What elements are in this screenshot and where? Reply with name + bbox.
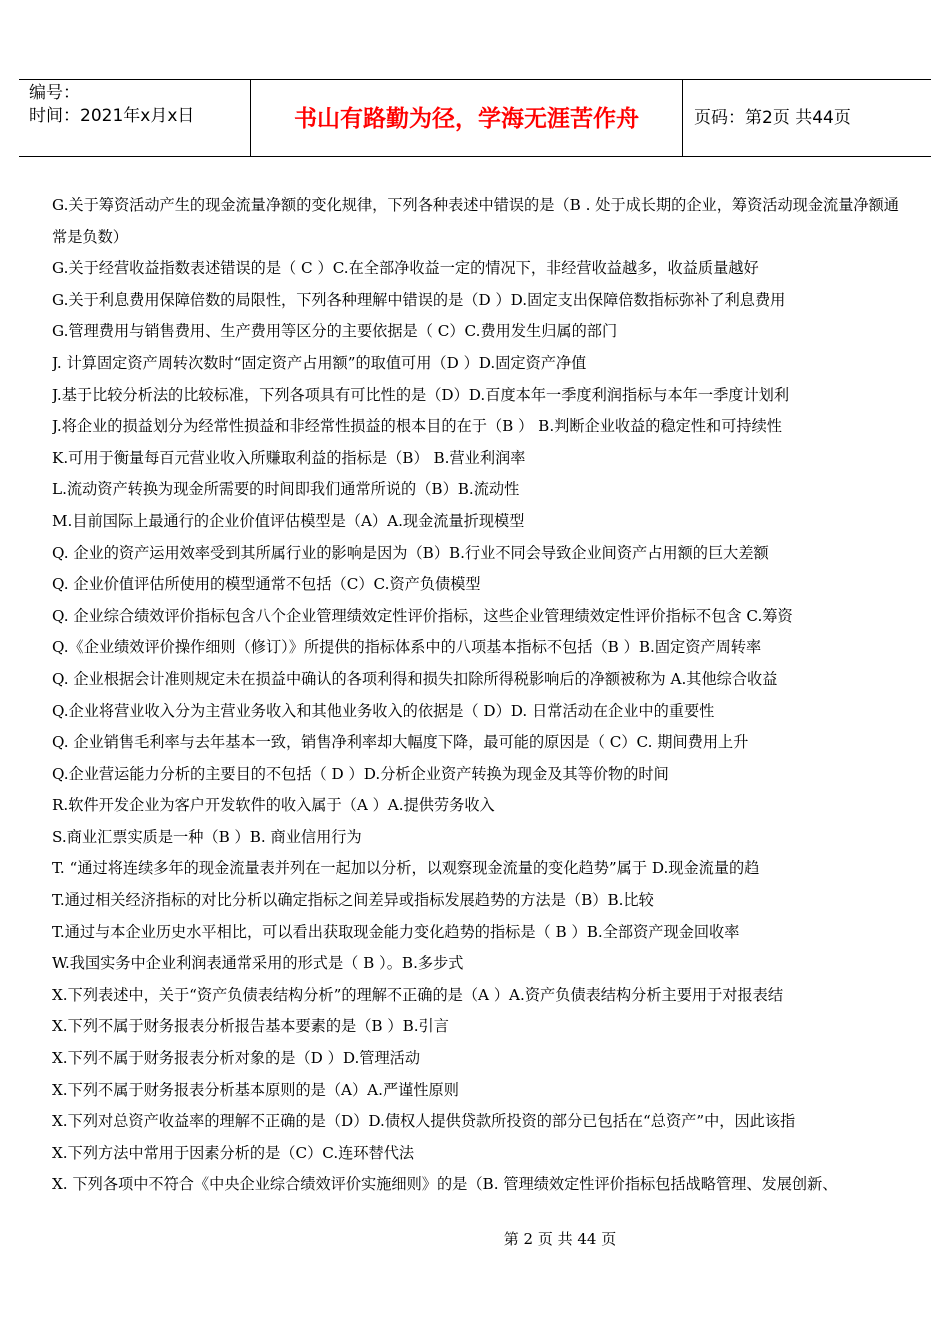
question-line: R.软件开发企业为客户开发软件的收入属于（A ）A.提供劳务收入 bbox=[52, 796, 495, 815]
question-line: X.下列不属于财务报表分析报告基本要素的是（B ）B.引言 bbox=[52, 1017, 449, 1036]
document-time-label: 时间：2021年x月x日 bbox=[29, 106, 195, 126]
question-line: G.关于利息费用保障倍数的局限性，下列各种理解中错误的是（D ）D.固定支出保障倍数指标弥补了利息费用 bbox=[52, 290, 786, 309]
question-line: Q.企业营运能力分析的主要目的不包括（ D ）D.分析企业资产转换为现金及其等价物的时间 bbox=[52, 764, 669, 783]
question-line: X.下列表述中，关于“资产负债表结构分析”的理解不正确的是（A ）A.资产负债表结构分析主要用于对报表结 bbox=[52, 985, 784, 1004]
question-line: Q. 企业价值评估所使用的模型通常不包括（C）C.资产负债模型 bbox=[52, 575, 481, 594]
question-line: T.通过与本企业历史水平相比，可以看出获取现金能力变化趋势的指标是（ B ）B.全部资产现金回收率 bbox=[52, 922, 740, 941]
question-line: G.关于经营收益指数表述错误的是（ C ）C.在全部净收益一定的情况下，非经营收益越多，收益质量越好 bbox=[52, 259, 759, 278]
question-line: X.下列对总资产收益率的理解不正确的是（D）D.债权人提供贷款所投资的部分已包括在“总资产”中，因此该指 bbox=[52, 1112, 796, 1131]
question-line: M.目前国际上最通行的企业价值评估模型是（A）A.现金流量折现模型 bbox=[52, 511, 525, 530]
question-line: G.关于筹资活动产生的现金流量净额的变化规律，下列各种表述中错误的是（B . 处于成长期的企业，筹资活动现金流量净额通常是负数） bbox=[52, 196, 899, 246]
question-line: Q. 企业的资产运用效率受到其所属行业的影响是因为（B）B.行业不同会导致企业间资产占用额的巨大差额 bbox=[52, 543, 769, 562]
question-line: K.可用于衡量每百元营业收入所赚取利益的指标是（B） B.营业利润率 bbox=[52, 448, 526, 467]
question-line: L.流动资产转换为现金所需要的时间即我们通常所说的（B）B.流动性 bbox=[52, 480, 520, 499]
question-line: X. 下列各项中不符合《中央企业综合绩效评价实施细则》的是（B. 管理绩效定性评价指标包括战略管理、发展创新、 bbox=[52, 1175, 838, 1194]
header-meta bbox=[19, 80, 251, 156]
header-page-info: 页码：第2页 共44页 bbox=[694, 108, 851, 128]
question-line: J.基于比较分析法的比较标准，下列各项具有可比性的是（D）D.百度本年一季度利润指标与本年一季度计划利 bbox=[52, 385, 790, 404]
question-line: Q. 企业销售毛利率与去年基本一致，销售净利率却大幅度下降，最可能的原因是（ C）C. 期间费用上升 bbox=[52, 733, 749, 752]
question-line: J.将企业的损益划分为经常性损益和非经常性损益的根本目的在于（B ） B.判断企业收益的稳定性和可持续性 bbox=[52, 417, 782, 436]
document-number-label: 编号： bbox=[29, 83, 80, 103]
document-body bbox=[52, 190, 914, 1201]
question-line: X.下列不属于财务报表分析基本原则的是（A）A.严谨性原则 bbox=[52, 1080, 459, 1099]
question-line: T.通过相关经济指标的对比分析以确定指标之间差异或指标发展趋势的方法是（B）B.比较 bbox=[52, 891, 654, 910]
question-line: Q.企业将营业收入分为主营业务收入和其他业务收入的依据是（ D）D. 日常活动在企业中的重要性 bbox=[52, 701, 715, 720]
question-line: T. “通过将连续多年的现金流量表并列在一起加以分析，以观察现金流量的变化趋势”属于 D.现金流量的趋 bbox=[52, 859, 760, 878]
question-line: W.我国实务中企业利润表通常采用的形式是（ B ）。B.多步式 bbox=[52, 954, 464, 973]
page-footer: 第 2 页 共 44 页 bbox=[503, 1230, 617, 1248]
header-table bbox=[19, 79, 931, 157]
question-line: S.商业汇票实质是一种（B ）B. 商业信用行为 bbox=[52, 827, 362, 846]
question-line: Q.《企业绩效评价操作细则（修订）》所提供的指标体系中的八项基本指标不包括（B ）B.固定资产周转率 bbox=[52, 638, 762, 657]
header-motto: 书山有路勤为径，学海无涯苦作舟 bbox=[251, 80, 683, 156]
question-line: Q. 企业综合绩效评价指标包含八个企业管理绩效定性评价指标，这些企业管理绩效定性评价指标不包含 C.筹资 bbox=[52, 606, 793, 625]
question-line: X.下列不属于财务报表分析对象的是（D ）D.管理活动 bbox=[52, 1049, 421, 1068]
question-line: X.下列方法中常用于因素分析的是（C）C.连环替代法 bbox=[52, 1143, 415, 1162]
question-line: Q. 企业根据会计准则规定未在损益中确认的各项利得和损失扣除所得税影响后的净额被称为 A.其他综合收益 bbox=[52, 669, 778, 688]
question-line: G.管理费用与销售费用、生产费用等区分的主要依据是（ C）C.费用发生归属的部门 bbox=[52, 322, 618, 341]
question-line: J. 计算固定资产周转次数时“固定资产占用额”的取值可用（D ）D.固定资产净值 bbox=[52, 353, 587, 372]
